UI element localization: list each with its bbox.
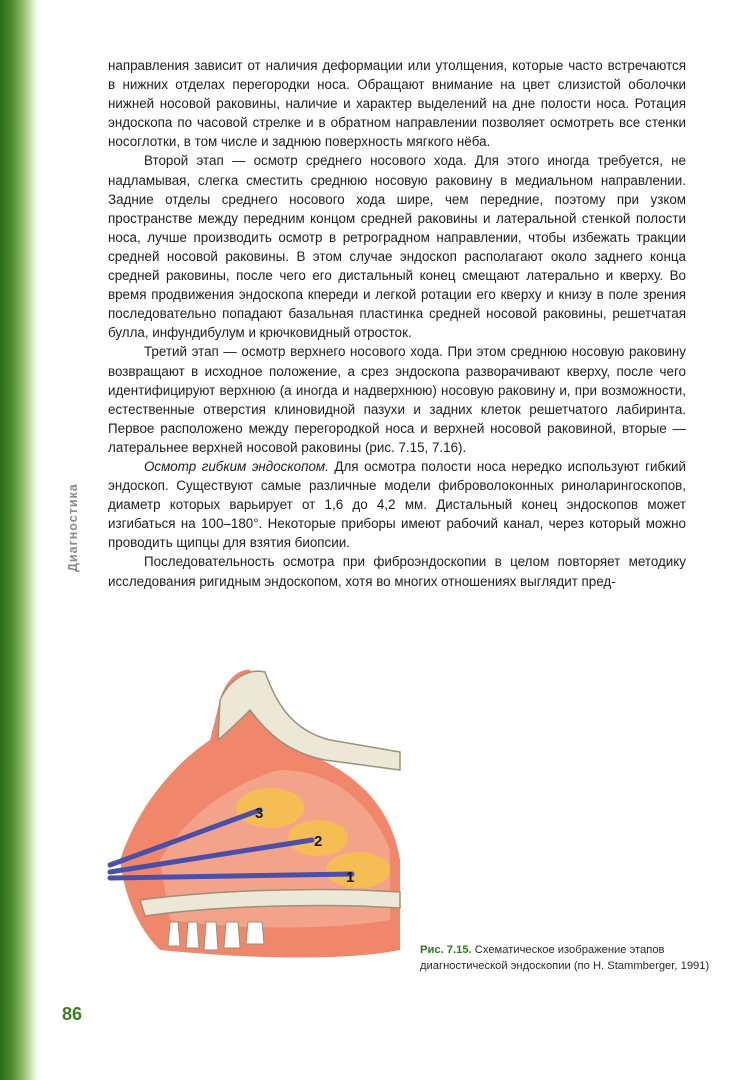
- green-side-strip: [0, 0, 38, 1080]
- page-number: 86: [62, 1004, 83, 1024]
- highlight-region-1: [326, 852, 390, 888]
- label-3: 3: [255, 805, 264, 822]
- paragraph-1: направления зависит от наличия деформации или утолщения, которые часто встречаются в нижних отделах перегородки носа. Обращают внимание на цвет слизистой оболочки нижней носовой раковины, наличие и характер выделений на дне полости носа. Ротация эндоскопа по часовой стрелке и в обратном направлении позволяет осмотреть все стенки носоглотки, в том числе и заднюю поверхность мягкого нёба.: [108, 58, 686, 150]
- paragraph-3: Третий этап — осмотр верхнего носового хода. При этом среднюю носовую раковину возвращают в исходное положение, а срез эндоскопа разворачивают кверху, после чего идентифицируют верхнюю (а иногда и надверхнюю) носовую раковину и, при возможности, естественные отверстия клиновидной пазухи и задних клеток решетчатого лабиринта. Первое расположено между перегородкой носа и верхней носовой раковиной, вторые — латеральнее верхней носовой раковины (рис. 7.15, 7.16).: [108, 344, 686, 455]
- caption-ref: Рис. 7.15.: [420, 944, 472, 956]
- figure-caption: [420, 943, 710, 974]
- body-text: [108, 56, 686, 591]
- figure-7-15: [100, 660, 410, 990]
- paragraph-2: Второй этап — осмотр среднего носового хода. Для этого иногда требуется, не надламывая, слегка сместить среднюю носовую раковину в медиальном направлении. Задние отделы среднего носового хода шире, чем передние, поэтому при узком пространстве между передним концом средней раковины и латеральной стенкой полости носа, лучше производить осмотр в ретроградном направлении, чтобы избежать тракции средней носовой раковины. В этом случае эндоскоп располагают около заднего конца средней раковины, после чего его дистальный конец смещают латерально и кверху. Во время продвижения эндоскопа кпереди и легкой ротации его кверху и книзу в поле зрения последовательно попадают базальная пластинка средней носовой раковины, решетчатая булла, инфундибулум и крючковидный отросток.: [108, 153, 686, 341]
- paragraph-4-text: Для осмотра полости носа нередко используют гибкий эндоскоп. Существуют самые различные модели фиброволоконных риноларингоскопов, диаметр которых варьирует от 1,6 до 4,2 мм. Дистальный конец эндоскопов может изгибаться на 100–180°. Некоторые приборы имеют рабочий канал, через который можно проводить щипцы для взятия биопсии.: [108, 458, 686, 551]
- endoscopy-diagram: [100, 660, 410, 990]
- chapter-side-label: Диагностика: [66, 483, 80, 572]
- paragraph-4: [108, 457, 686, 552]
- paragraph-4-italic-lead: Осмотр гибким эндоскопом.: [144, 458, 329, 474]
- label-2: 2: [314, 833, 323, 850]
- caption-text: Схематическое изображение этапов диагностической эндоскопии (по H. Stammberger, 1991): [420, 944, 710, 972]
- label-1: 1: [346, 869, 355, 886]
- highlight-region-3: [236, 788, 304, 828]
- paragraph-5: Последовательность осмотра при фиброэндоскопии в целом повторяет методику исследования ригидным эндоскопом, хотя во многих отношениях выглядит пред-: [108, 554, 686, 589]
